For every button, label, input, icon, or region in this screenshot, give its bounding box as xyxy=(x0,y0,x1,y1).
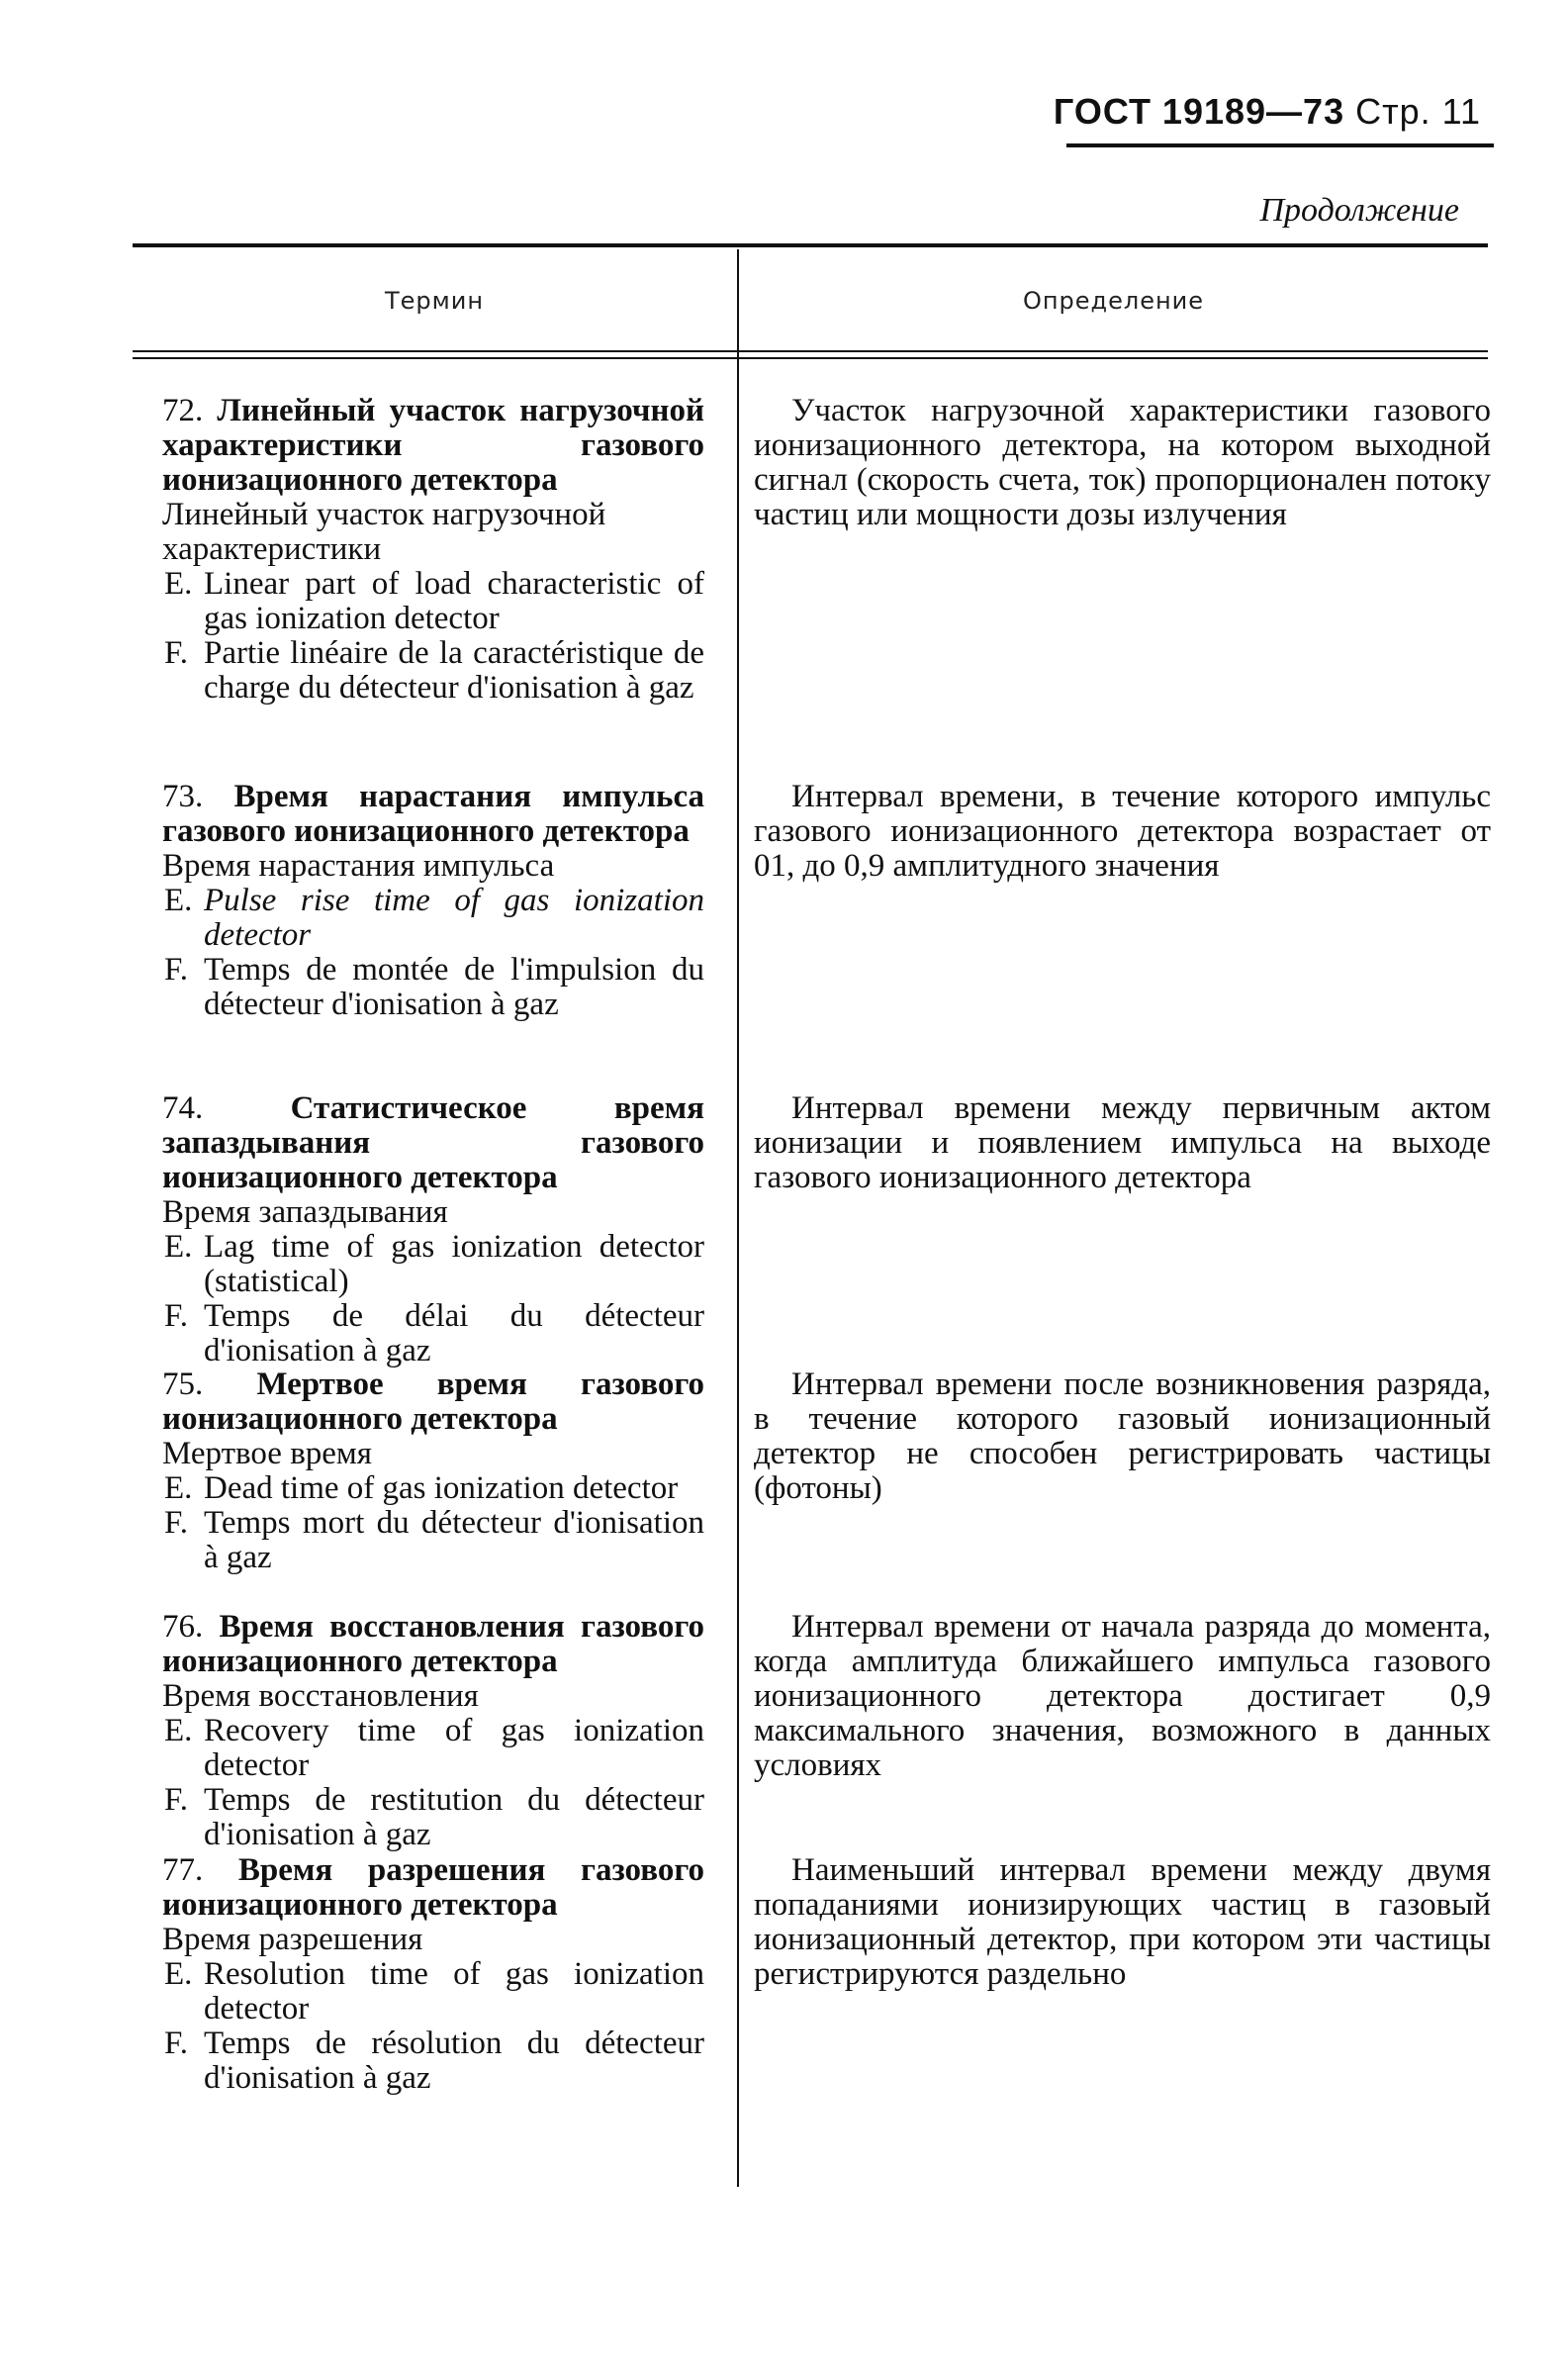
term-number: 73. xyxy=(162,779,204,814)
page-header xyxy=(1054,91,1481,133)
term-english: E. Lag time of gas ionization detector (statistical) xyxy=(164,1229,704,1299)
lang-label-en: E. xyxy=(164,1229,193,1265)
lang-label-fr: F. xyxy=(164,952,188,988)
definition-cell: Наименьший интервал времени между двумя попаданиями ионизирующих частиц в газовый ионизационный детектор, при котором эти частицы регистрируются раздельно xyxy=(754,1852,1491,1992)
column-header-term: Термин xyxy=(384,287,485,315)
term-french: F. Partie linéaire de la caractéristique de charge du détecteur d'ionisation à gaz xyxy=(164,635,704,706)
term-french: F. Temps de délai du détecteur d'ionisation à gaz xyxy=(164,1298,704,1368)
lang-label-en: E. xyxy=(164,566,193,602)
term-number: 75. xyxy=(162,1366,204,1402)
term-english: E. Dead time of gas ionization detector xyxy=(164,1470,679,1506)
term-title xyxy=(129,1853,704,1923)
lang-label-fr: F. xyxy=(164,1782,188,1818)
term-english: E. Resolution time of gas ionization detector xyxy=(164,1956,704,2026)
term-name: Статистическое время запаздывания газового ионизационного детектора xyxy=(162,1090,704,1195)
term-short-form: Время восстановления xyxy=(162,1678,479,1714)
term-short-form: Время разрешения xyxy=(162,1922,423,1957)
term-french: F. Temps de restitution du détecteur d'ionisation à gaz xyxy=(164,1782,704,1852)
term-french: F. Temps mort du détecteur d'ionisation à gaz xyxy=(164,1505,704,1575)
term-number: 72. xyxy=(162,393,204,428)
term-name: Время нарастания импульса газового ионизационного детектора xyxy=(162,779,704,849)
term-cell xyxy=(129,394,704,706)
term-short-form: Мертвое время xyxy=(162,1436,372,1471)
term-name: Мертвое время газового ионизационного детектора xyxy=(162,1366,704,1437)
page-number: Стр. 11 xyxy=(1355,91,1481,132)
definition-cell: Интервал времени после возникновения разряда, в течение которого газовый ионизационный детектор не способен регистрировать частицы (фотоны) xyxy=(754,1366,1491,1506)
term-english: E. Recovery time of gas ionization detector xyxy=(164,1713,704,1783)
header-rule xyxy=(1066,143,1494,147)
term-name: Линейный участок нагрузочной характеристики газового ионизационного детектора xyxy=(162,393,704,498)
definition-cell: Интервал времени, в течение которого импульс газового ионизационного детектора возрастает от 01, до 0,9 амплитудного значения xyxy=(754,779,1491,884)
term-english: E. Linear part of load characteristic of gas ionization detector xyxy=(164,566,704,636)
continued-label: Продолжение xyxy=(1259,192,1459,229)
term-number: 74. xyxy=(162,1090,204,1126)
lang-label-fr: F. xyxy=(164,635,188,671)
term-title xyxy=(129,1091,704,1195)
term-number: 76. xyxy=(162,1609,204,1645)
term-short-form: Время нарастания импульса xyxy=(162,848,555,884)
term-number: 77. xyxy=(162,1852,204,1888)
term-french: F. Temps de résolution du détecteur d'ionisation à gaz xyxy=(164,2026,704,2096)
column-header-definition: Определение xyxy=(1022,287,1205,315)
definition-cell: Участок нагрузочной характеристики газового ионизационного детектора, на котором выходной сигнал (скорость счета, ток) пропорционален потоку частиц или мощности дозы излучения xyxy=(754,393,1491,532)
term-title xyxy=(129,1610,704,1679)
term-short-form: Время запаздывания xyxy=(162,1194,448,1230)
column-divider xyxy=(737,249,739,2187)
lang-label-en: E. xyxy=(164,1713,193,1748)
term-short-form: Линейный участок нагрузочной характеристики xyxy=(162,497,606,567)
lang-label-en: E. xyxy=(164,883,193,918)
lang-label-fr: F. xyxy=(164,2026,188,2061)
term-english: E. Pulse rise time of gas ionization detector xyxy=(164,883,704,953)
term-cell xyxy=(129,1853,704,2096)
table-top-rule xyxy=(133,243,1488,247)
table-header-rule xyxy=(133,350,1488,352)
lang-label-en: E. xyxy=(164,1956,193,1992)
lang-label-fr: F. xyxy=(164,1505,188,1541)
standard-number: ГОСТ 19189—73 xyxy=(1053,91,1345,132)
term-title xyxy=(129,780,704,849)
term-cell xyxy=(129,1091,704,1368)
definition-cell: Интервал времени от начала разряда до момента, когда амплитуда ближайшего импульса газового ионизационного детектора достигает 0,9 максимального значения, возможного в данных условиях xyxy=(754,1609,1491,1783)
term-cell xyxy=(129,1367,704,1575)
term-cell xyxy=(129,780,704,1022)
term-french: F. Temps de montée de l'impulsion du détecteur d'ionisation à gaz xyxy=(164,952,704,1022)
lang-label-fr: F. xyxy=(164,1298,188,1334)
term-name: Время восстановления газового ионизационного детектора xyxy=(162,1609,704,1679)
definition-cell: Интервал времени между первичным актом ионизации и появлением импульса на выходе газового ионизационного детектора xyxy=(754,1090,1491,1195)
term-name: Время разрешения газового ионизационного детектора xyxy=(162,1852,704,1923)
term-cell xyxy=(129,1610,704,1852)
term-title xyxy=(129,1367,704,1437)
lang-label-en: E. xyxy=(164,1470,193,1506)
term-title xyxy=(129,394,704,498)
table-header-rule xyxy=(133,357,1488,359)
